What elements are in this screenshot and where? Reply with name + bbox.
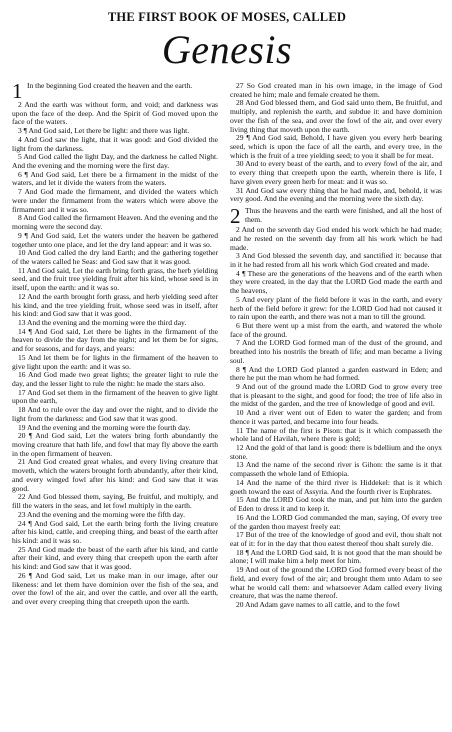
- verse: 25 And God made the beast of the earth after his kind, and cattle after their kind, and every thing that creepeth upon the earth after his kind: and God saw that it was good.: [12, 544, 218, 572]
- right-column: [230, 82, 442, 610]
- chapter-number: 1: [12, 79, 23, 103]
- verse: 31 And God saw every thing that he had made, and, behold, it was very good. And the evening and the morning were the sixth day.: [230, 185, 442, 204]
- verse: 16 And God made two great lights; the greater light to rule the day, and the lesser light to rule the night: he made the stars also.: [12, 370, 218, 388]
- verse: 15 And the LORD God took the man, and put him into the garden of Eden to dress it and to keep it.: [230, 495, 442, 514]
- verse: 3 ¶ And God said, Let there be light: and there was light.: [18, 126, 190, 136]
- verse: 10 And God called the dry land Earth; and the gathering together of the waters called he Seas: and God saw that it was good.: [12, 248, 218, 266]
- verse: 14 ¶ And God said, Let there be lights in the firmament of the heaven to divide the day from the night; and let them be for signs, and for seasons, and for days, and years:: [12, 326, 218, 354]
- book-title: Genesis: [161, 27, 293, 72]
- verse: 7 And God made the firmament, and divided the waters which were under the firmament from the waters which were above the firmament: and it was so.: [12, 187, 218, 214]
- verse: 23 And the evening and the morning were the fifth day.: [18, 509, 185, 519]
- verse: 7 And the LORD God formed man of the dust of the ground, and breathed into his nostrils the breath of life; and man became a living soul.: [230, 338, 442, 365]
- verse: 27 So God created man in his own image, in the image of God created he him; male and female created he them.: [230, 81, 442, 99]
- verse: 16 And the LORD God commanded the man, saying, Of every tree of the garden thou mayest freely eat:: [230, 512, 442, 531]
- verse: Thus the heavens and the earth were finished, and all the host of them.: [245, 206, 442, 224]
- verse: 9 ¶ And God said, Let the waters under the heaven be gathered together unto one place, and let the dry land appear: and it was so.: [12, 230, 218, 249]
- verse: 8 And God called the firmament Heaven. And the evening and the morning were the second day.: [12, 213, 218, 232]
- chapter-1-opening: [12, 79, 218, 103]
- verse: 17 And God set them in the firmament of the heaven to give light upon the earth,: [12, 387, 218, 406]
- verse: 12 And the gold of that land is good: there is bdellium and the onyx stone.: [230, 443, 442, 461]
- verse: 6 ¶ And God said, Let there be a firmament in the midst of the waters, and let it divide the waters from the waters.: [12, 169, 218, 188]
- verse: 21 And God created great whales, and every living creature that moveth, which the waters brought forth abundantly, after their kind, and every winged fowl after his kind: and God saw that it was good.: [12, 457, 218, 493]
- verse: 11 And God said, Let the earth bring forth grass, the herb yielding seed, and the fruit tree yielding fruit after his kind, whose seed is in itself, upon the earth: and it was so.: [12, 265, 218, 293]
- verse: 5 And every plant of the field before it was in the earth, and every herb of the field before it grew: for the LORD God had not caused it to rain upon the earth, and there was not a man to till the ground.: [230, 294, 442, 322]
- verse: 3 And God blessed the seventh day, and sanctified it: because that in it he had rested from all his work which God created and made.: [230, 251, 442, 269]
- verse-list: [12, 101, 218, 607]
- book-subtitle: THE FIRST BOOK OF MOSES, CALLED: [107, 10, 347, 24]
- verse: 13 And the evening and the morning were the third day.: [18, 317, 187, 327]
- verse: 2 And the earth was without form, and void; and darkness was upon the face of the deep. And the Spirit of God moved upon the face of the waters.: [12, 100, 218, 127]
- verse: 18 And to rule over the day and over the night, and to divide the light from the darkness: and God saw that it was good.: [12, 405, 218, 423]
- verse: 4 And God saw the light, that it was good: and God divided the light from the darkness.: [12, 134, 218, 153]
- verse: 22 And God blessed them, saying, Be fruitful, and multiply, and fill the waters in the seas, and let fowl multiply in the earth.: [12, 492, 218, 511]
- verse: 20 ¶ And God said, Let the waters bring forth abundantly the moving creature that hath life, and fowl that may fly above the earth in the open firmament of heaven.: [12, 431, 218, 458]
- verse: 19 And out of the ground the LORD God formed every beast of the field, and every fowl of the air; and brought them unto Adam to see what he would call them: and whatsoever Adam called every living creature, that was the name thereof.: [230, 565, 442, 601]
- verse: 19 And the evening and the morning were the fourth day.: [18, 422, 191, 432]
- verse: 12 And the earth brought forth grass, and herb yielding seed after his kind, and the tree yielding fruit, whose seed was in itself, after his kind: and God saw that it was good.: [12, 291, 218, 319]
- verse: In the beginning God created the heaven and the earth.: [27, 81, 193, 90]
- verse-list: [230, 82, 442, 204]
- verse: 30 And to every beast of the earth, and to every fowl of the air, and to every thing that creepeth upon the earth, wherein there is life, I have given every green herb for meat: and it was so.: [230, 159, 442, 186]
- chapter-number: 2: [230, 204, 241, 229]
- verse: 26 ¶ And God said, Let us make man in our image, after our likeness: and let them have dominion over the fish of the sea, and over the fowl of the air, and over the cattle, and over all the earth, and over every creeping thing that creepeth upon the earth.: [12, 570, 218, 606]
- verse: 15 And let them be for lights in the firmament of the heaven to give light upon the earth: and it was so.: [12, 352, 218, 371]
- verse: 4 ¶ These are the generations of the heavens and of the earth when they were created, in the day that the LORD God made the earth and the heavens,: [230, 268, 442, 296]
- verse: 9 And out of the ground made the LORD God to grow every tree that is pleasant to the sight, and good for food; the tree of life also in the midst of the garden, and the tree of knowledge of good and evil.: [230, 382, 442, 409]
- verse: 6 But there went up a mist from the earth, and watered the whole face of the ground.: [230, 320, 442, 339]
- text-columns: [12, 79, 442, 610]
- verse: 29 ¶ And God said, Behold, I have given you every herb bearing seed, which is upon the face of all the earth, and every tree, in the which is the fruit of a tree yielding seed; to you it shall be for meat.: [230, 133, 442, 160]
- verse: 11 The name of the first is Pison: that is it which compasseth the whole land of Havilah, where there is gold;: [230, 425, 442, 444]
- left-column: [12, 79, 218, 610]
- chapter-2-opening: [230, 204, 442, 229]
- verse: 14 And the name of the third river is Hiddekel: that is it which goeth toward the east of Assyria. And the fourth river is Euphrates.: [230, 477, 442, 496]
- verse: 2 And on the seventh day God ended his work which he had made; and he rested on the seventh day from all his work which he had made.: [230, 225, 442, 252]
- verse: 24 ¶ And God said, Let the earth bring forth the living creature after his kind, cattle, and creeping thing, and beast of the earth after his kind: and it was so.: [12, 518, 218, 545]
- verse-list: [230, 226, 442, 610]
- verse: 13 And the name of the second river is Gihon: the same is it that compasseth the whole land of Ethiopia.: [230, 460, 442, 479]
- verse: 20 And Adam gave names to all cattle, and to the fowl: [236, 599, 400, 609]
- verse: 5 And God called the light Day, and the darkness he called Night. And the evening and the morning were the first day.: [12, 152, 218, 171]
- verse: 18 ¶ And the LORD God said, It is not good that the man should be alone; I will make him a help meet for him.: [230, 547, 442, 566]
- verse: 17 But of the tree of the knowledge of good and evil, thou shalt not eat of it: for in the day that thou eatest thereof thou shalt surely die.: [230, 530, 442, 548]
- verse: 8 ¶ And the LORD God planted a garden eastward in Eden; and there he put the man whom he had formed.: [230, 364, 442, 383]
- verse: 10 And a river went out of Eden to water the garden; and from thence it was parted, and became into four heads.: [230, 408, 442, 426]
- verse: 28 And God blessed them, and God said unto them, Be fruitful, and multiply, and replenish the earth, and subdue it: and have dominion over the fish of the sea, and over the fowl of the air, and over every living thing that moveth upon the earth.: [230, 98, 442, 134]
